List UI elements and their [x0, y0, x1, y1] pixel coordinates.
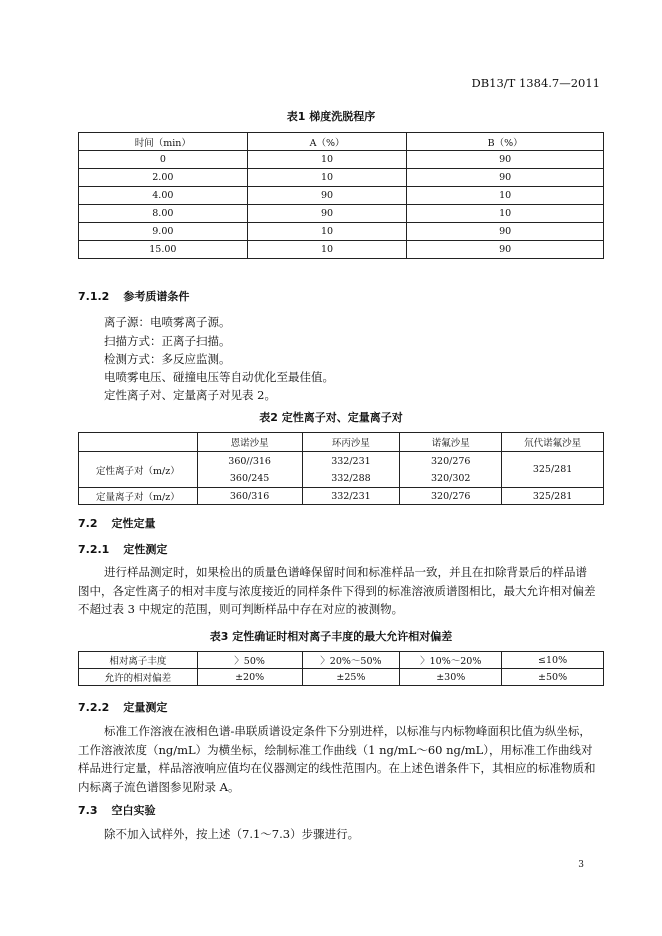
table-cell: 332/231 332/288 — [302, 452, 400, 488]
section-heading: 7.1.2 参考质谱条件 — [78, 290, 190, 303]
table-cell: 320/276 — [400, 488, 502, 505]
table-cell: 10 — [247, 169, 407, 187]
table-cell: 90 — [407, 151, 604, 169]
table-cell: 320/276 320/302 — [400, 452, 502, 488]
row-label: 定量离子对（m/z） — [79, 488, 198, 505]
table-header: 时间（min） — [79, 133, 248, 151]
table2-caption: 表2 定性离子对、定量离子对 — [259, 411, 403, 424]
table-row — [79, 205, 604, 223]
page-number: 3 — [578, 860, 584, 870]
table-cell: 8.00 — [79, 205, 248, 223]
table-cell: ±25% — [302, 669, 400, 686]
table-cell: 90 — [407, 241, 604, 259]
paragraph: 检测方式：多反应监测。 — [104, 352, 231, 366]
section-heading: 7.2.2 定量测定 — [78, 701, 168, 714]
paragraph: 离子源：电喷雾离子源。 — [104, 315, 231, 329]
paragraph: 进行样品测定时，如果检出的质量色谱峰保留时间和标准样品一致，并且在扣除背景后的样品谱图中，各定性离子的相对丰度与浓度接近的同样条件下得到的标准溶液质谱图相比，最大允许相对偏差不超过表 3 中规定的范围，则可判断样品中存在对应的被测物。 — [78, 565, 596, 616]
table-cell: 0 — [79, 151, 248, 169]
table-cell: ±30% — [400, 669, 502, 686]
table-cell: 325/281 — [502, 452, 604, 488]
section-heading: 7.2.1 定性测定 — [78, 543, 168, 556]
table-cell: 10 — [407, 205, 604, 223]
row-label: 允许的相对偏差 — [79, 669, 198, 686]
table-cell: 9.00 — [79, 223, 248, 241]
table-cell: 〉50% — [197, 652, 302, 669]
table-header — [79, 433, 198, 452]
table-cell: 360//316 360/245 — [197, 452, 302, 488]
section-heading: 7.3 空白实验 — [78, 804, 156, 817]
section-heading: 7.2 定性定量 — [78, 517, 156, 530]
table-row — [79, 169, 604, 187]
table-cell: 90 — [247, 187, 407, 205]
table-cell: 15.00 — [79, 241, 248, 259]
table-cell: 4.00 — [79, 187, 248, 205]
table3-caption: 表3 定性确证时相对离子丰度的最大允许相对偏差 — [209, 630, 453, 643]
table-header: 诺氟沙星 — [400, 433, 502, 452]
table-cell: 〉20%～50% — [302, 652, 400, 669]
paragraph: 除不加入试样外，按上述（7.1～7.3）步骤进行。 — [104, 827, 360, 841]
ion-pair-table — [78, 432, 604, 505]
table-cell: 2.00 — [79, 169, 248, 187]
table-cell: 332/231 — [302, 488, 400, 505]
table-cell: ≤10% — [502, 652, 604, 669]
relative-deviation-table — [78, 651, 604, 686]
table-header: A（%） — [247, 133, 407, 151]
table-cell: ±50% — [502, 669, 604, 686]
table-header: B（%） — [407, 133, 604, 151]
table-header: 恩诺沙星 — [197, 433, 302, 452]
table-cell: 10 — [247, 241, 407, 259]
table-header: 氘代诺氟沙星 — [502, 433, 604, 452]
row-label: 定性离子对（m/z） — [79, 452, 198, 488]
table-row — [79, 241, 604, 259]
row-label: 相对离子丰度 — [79, 652, 198, 669]
paragraph: 标准工作溶液在液相色谱-串联质谱设定条件下分别进样，以标准与内标物峰面积比值为纵坐标，工作溶液浓度（ng/mL）为横坐标，绘制标准工作曲线（1 ng/mL～60 ng/mL），用标准工作曲线对样品进行定量，样品溶液响应值均在仪器测定的线性范围内。在上述色谱条件下，其相应的标准物质和内标离子流色谱图参见附录 A。 — [78, 724, 596, 794]
table-cell: 360/316 — [197, 488, 302, 505]
table-cell: 325/281 — [502, 488, 604, 505]
paragraph: 定性离子对、定量离子对见表 2。 — [104, 388, 276, 402]
table-header: 环丙沙星 — [302, 433, 400, 452]
standard-number: DB13/T 1384.7—2011 — [471, 76, 600, 90]
table-cell: 10 — [247, 223, 407, 241]
paragraph: 电喷雾电压、碰撞电压等自动优化至最佳值。 — [104, 370, 334, 384]
paragraph: 扫描方式：正离子扫描。 — [104, 334, 231, 348]
table-cell: 90 — [407, 169, 604, 187]
gradient-elution-table — [78, 132, 604, 259]
table1-caption: 表1 梯度洗脱程序 — [286, 110, 376, 123]
table-row — [79, 151, 604, 169]
table-row — [79, 187, 604, 205]
table-cell: 90 — [247, 205, 407, 223]
table-cell: 10 — [247, 151, 407, 169]
table-row — [79, 223, 604, 241]
table-cell: 10 — [407, 187, 604, 205]
table-cell: 〉10%～20% — [400, 652, 502, 669]
table-cell: 90 — [407, 223, 604, 241]
table-cell: ±20% — [197, 669, 302, 686]
